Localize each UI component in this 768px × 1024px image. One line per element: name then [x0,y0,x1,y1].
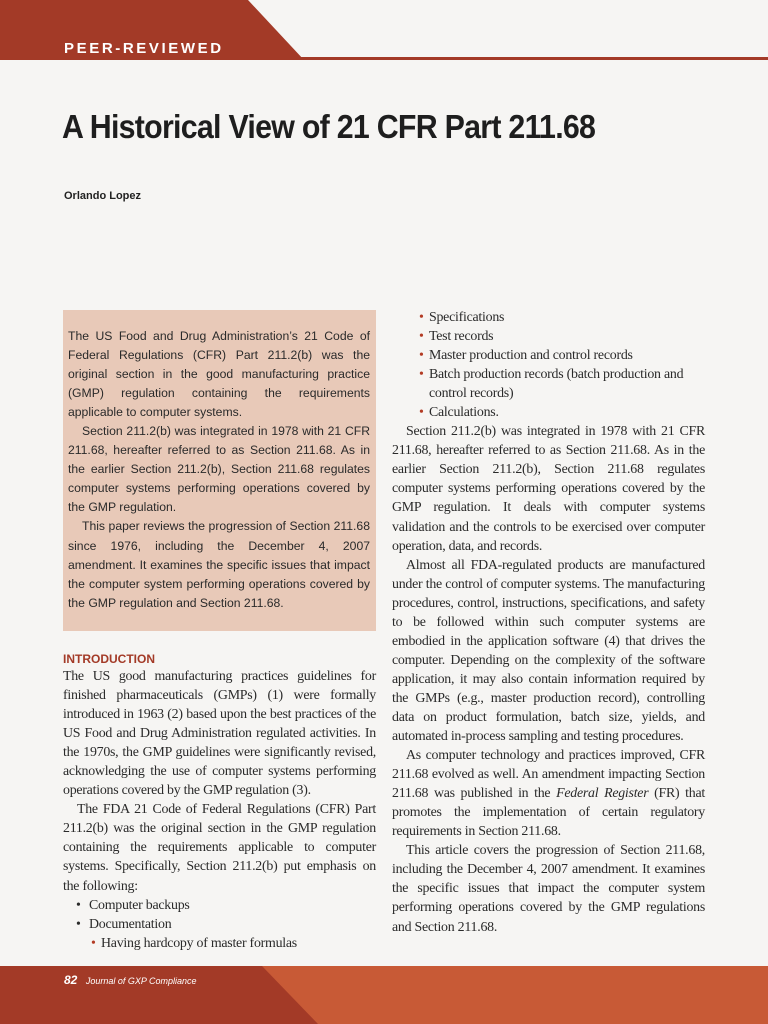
sub-bullet-list [63,934,376,953]
list-item: • Calculations. [392,403,705,422]
left-column [63,651,376,953]
body-paragraph: The FDA 21 Code of Federal Regulations (CFR) Part 211.2(b) was the original section in the GMP regulation containing the requirements applicable to computer systems. Specifically, Section 211.2(b) put emphasis on the following: [63,802,376,894]
article-title: A Historical View of 21 CFR Part 211.68 [62,108,596,145]
list-item: • Having hardcopy of master formulas [63,934,376,953]
body-paragraph: Almost all FDA-regulated products are manufactured under the control of computer systems. The manufacturing procedures, control, instructions, specifications, and safety to be followed within such computer systems are embodied in the application software (4) that drives the computer. Depending on the complexity of the software application, it may also contain information required by the GMPs (e.g., master production record), controlling data on product formulation, batch size, yields, and automated in-process sampling and testing procedures. [392,557,705,745]
abstract-box [63,310,376,631]
list-item: • Documentation [63,915,376,934]
author-name: Orlando Lopez [64,190,141,202]
publication-title: Federal Register [556,786,649,802]
body-paragraph: This article covers the progression of Section 211.68, including the December 4, 2007 amendment. It examines the specific issues that impact the computer system performing operations covered by the GMP regulations and Section 211.68. [392,843,705,935]
body-paragraph [392,746,705,841]
abstract-paragraph: Section 211.2(b) was integrated in 1978 with 21 CFR 211.68, hereafter referred to as Section 211.68. As in the earlier Section 211.2(b), Section 211.68 regulates computer systems performing operations covered by the GMP regulation. [68,424,370,515]
page-number: 82 [64,973,78,987]
body-paragraph: The US good manufacturing practices guidelines for finished pharmaceuticals (GMPs) (1) were formally introduced in 1963 (2) based upon the best practices of the US Food and Drug Administration regulated activities. In the 1970s, the GMP guidelines were significantly revised, acknowledging the use of computer systems performing operations covered by the GMP regulation (3). [63,669,376,799]
body-paragraph: Section 211.2(b) was integrated in 1978 with 21 CFR 211.68, hereafter referred to as Section 211.68. As in the earlier Section 211.2(b), Section 211.68 regulates computer systems performing operations covered by the GMP regulation. It deals with computer systems validation and the controls to be exercised over computer operation, data, and records. [392,424,705,554]
list-item: • Computer backups [63,896,376,915]
abstract-paragraph: The US Food and Drug Administration’s 21 Code of Federal Regulations (CFR) Part 211.2(b) was the original section in the good manufacturing practice (GMP) regulation containing the requirements applicable to computer systems. [68,329,370,420]
right-column [392,308,705,937]
list-item: • Specifications [392,308,705,327]
sub-bullet-list [392,308,705,422]
footer [64,971,197,989]
section-kicker: PEER-REVIEWED [64,40,224,57]
journal-name: Journal of GXP Compliance [85,976,197,986]
abstract-paragraph: This paper reviews the progression of Section 211.68 since 1976, including the December 4, 2007 amendment. It examines the specific issues that impact the computer system performing operations covered by the GMP regulation and Section 211.68. [68,519,370,610]
section-heading-introduction: INTRODUCTION [63,652,155,666]
list-item: • Batch production records (batch production and control records) [392,365,705,403]
body-text: As computer technology and practices improved, CFR 211.68 evolved as well. An amendment impacting Section 211.68 was published in the [392,748,705,802]
list-item: • Test records [392,327,705,346]
list-item: • Master production and control records [392,346,705,365]
bullet-list [63,896,376,934]
body-text: (FR) that promotes the implementation of certain regulatory requirements in Section 211.68. [392,786,705,840]
